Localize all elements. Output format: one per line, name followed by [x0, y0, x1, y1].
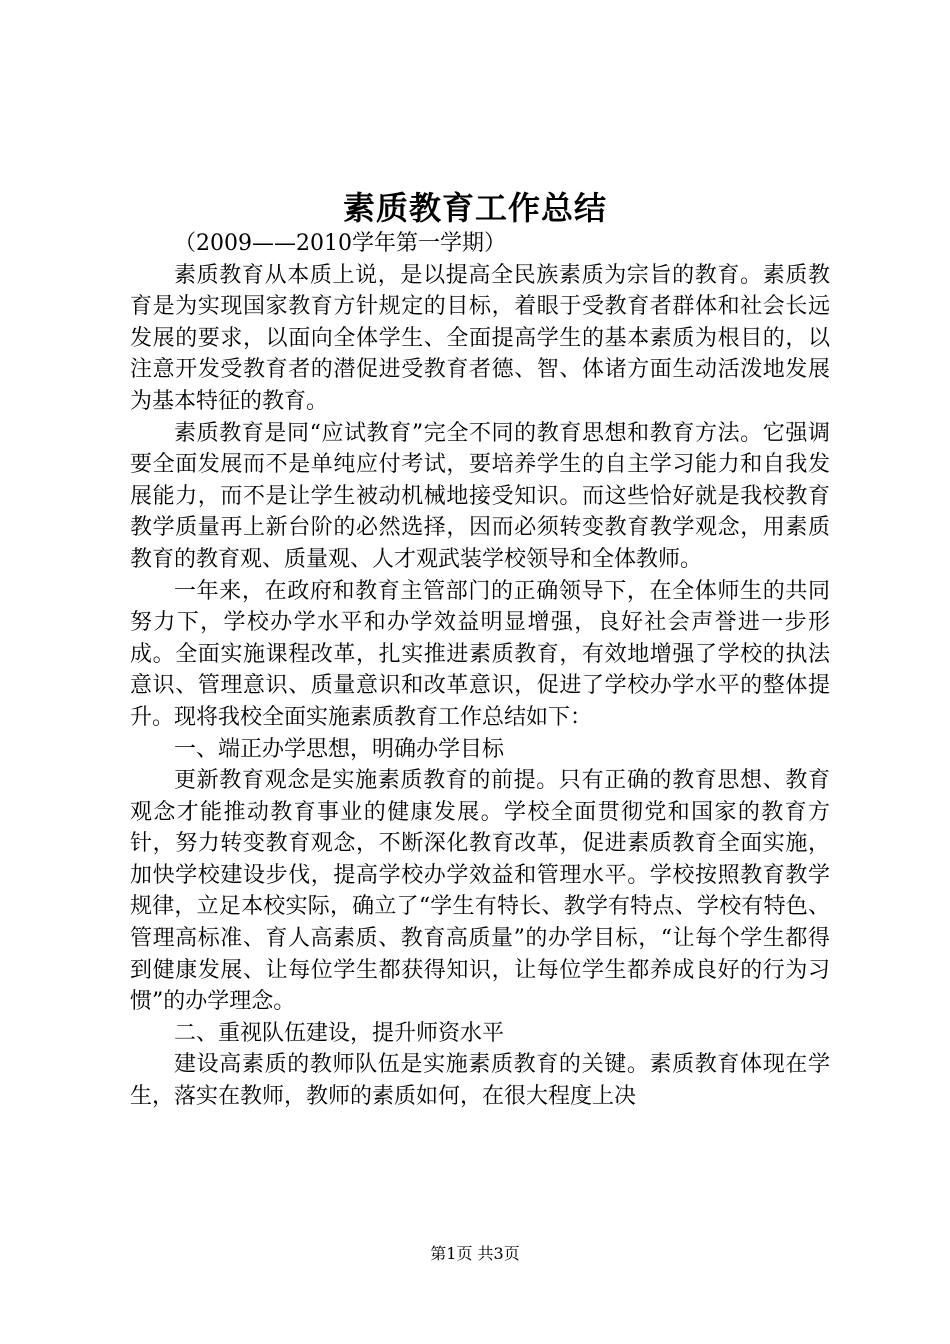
- paragraph-definition: 素质教育是同“应试教育”完全不同的教育思想和教育方法。它强调要全面发展而不是单纯应付考试，要培养学生的自主学习能力和自我发展能力，而不是让学生被动机械地接受知识。而这些恰好就是我校教育教学质量再上新台阶的必然选择，因而必须转变教育教学观念，用素质教育的教育观、质量观、人才观武装学校领导和全体教师。: [130, 420, 830, 572]
- paragraph-section-1: 更新教育观念是实施素质教育的前提。只有正确的教育思想、教育观念才能推动教育事业的健康发展。学校全面贯彻党和国家的教育方针，努力转变教育观念，不断深化教育改革，促进素质教育全面实施，加快学校建设步伐，提高学校办学效益和管理水平。学校按照教育教学规律，立足本校实际，确立了“学生有特长、教学有特点、学校有特色、管理高标准、育人高素质、教育高质量”的办学目标，“让每个学生都得到健康发展、让每位学生都获得知识，让每位学生都养成良好的行为习惯”的办学理念。: [130, 768, 830, 1015]
- page-number-footer: 第1页 共3页: [430, 1244, 520, 1263]
- paragraph-overview: 一年来，在政府和教育主管部门的正确领导下，在全体师生的共同努力下，学校办学水平和办学效益明显增强，良好社会声誉进一步形成。全面实施课程改革，扎实推进素质教育，有效地增强了学校的执法意识、管理意识、质量意识和改革意识，促进了学校办学水平的整体提升。现将我校全面实施素质教育工作总结如下：: [130, 578, 830, 730]
- document-body: [130, 228, 830, 1113]
- paragraph-intro: 素质教育从本质上说，是以提高全民族素质为宗旨的教育。素质教育是为实现国家教育方针规定的目标，着眼于受教育者群体和社会长远发展的要求，以面向全体学生、全面提高学生的基本素质为根目的，以注意开发受教育者的潜促进受教育者德、智、体诸方面生动活泼地发展为基本特征的教育。: [130, 262, 830, 414]
- paragraph-section-2: 建设高素质的教师队伍是实施素质教育的关键。素质教育体现在学生，落实在教师，教师的素质如何，在很大程度上决: [130, 1052, 830, 1110]
- document-title: 素质教育工作总结: [342, 189, 607, 227]
- document-subtitle: （2009——2010学年第一学期）: [174, 231, 506, 256]
- section-heading-1: 一、端正办学思想，明确办学目标: [174, 736, 505, 762]
- section-heading-2: 二、重视队伍建设，提升师资水平: [174, 1020, 505, 1046]
